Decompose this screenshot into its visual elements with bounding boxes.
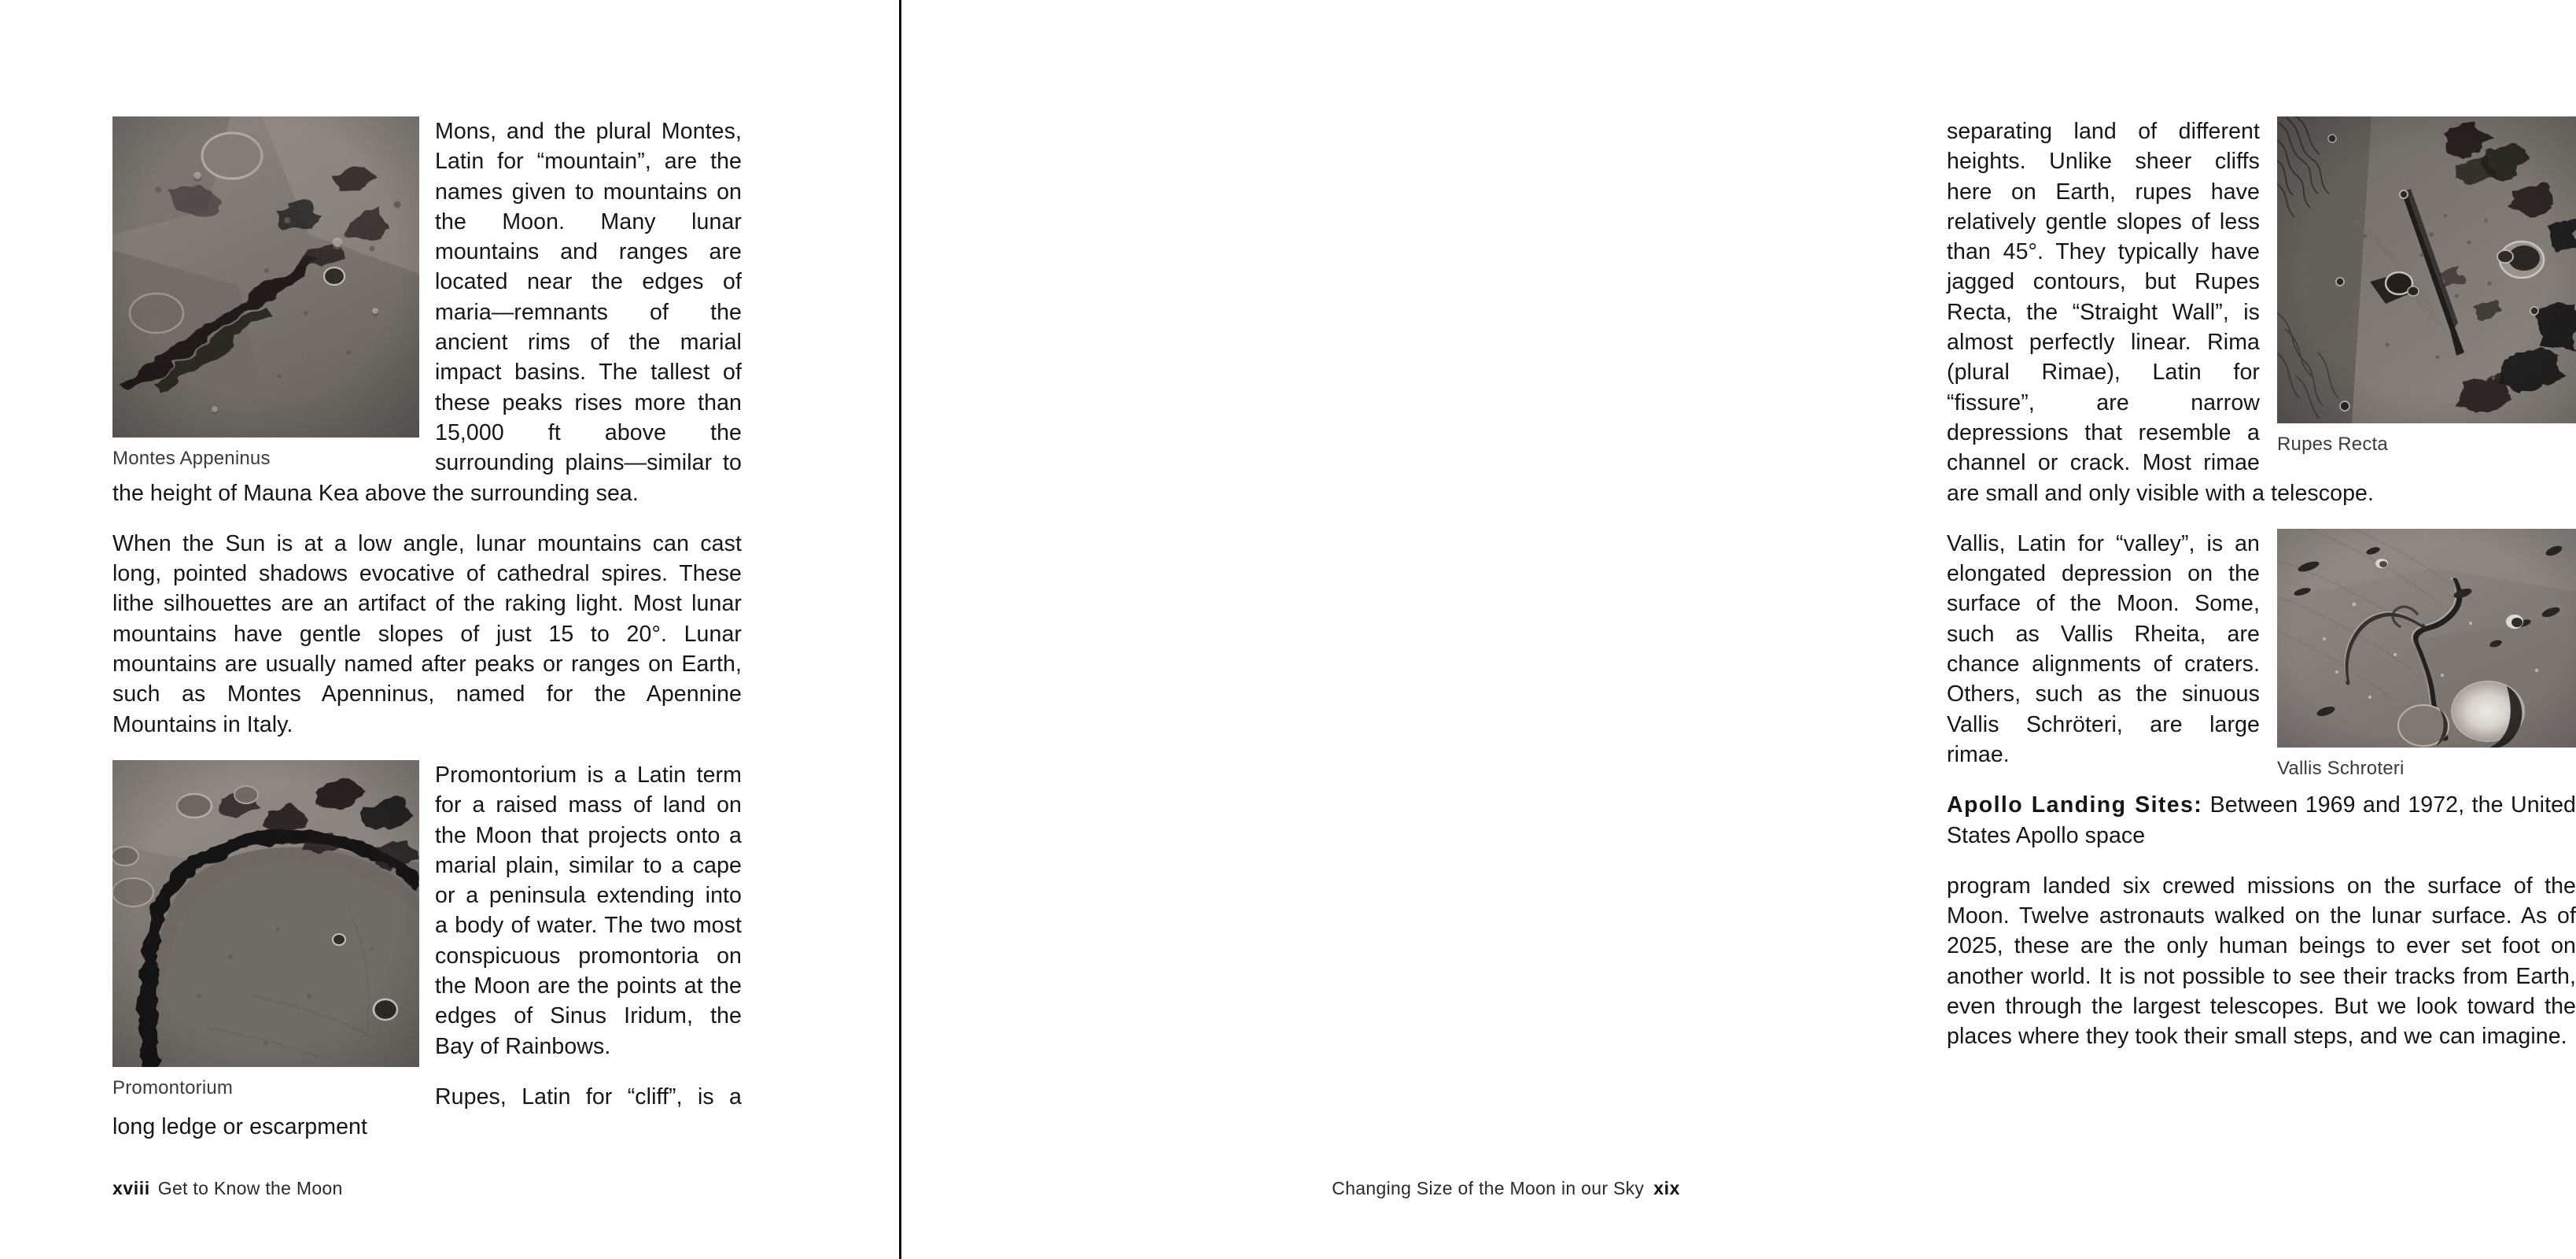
running-head-left: Get to Know the Moon	[157, 1178, 343, 1198]
right-page	[899, 0, 2576, 1259]
apollo-intro-text: Between 1969 and 1972, the United States Apollo space	[1947, 792, 2576, 848]
paragraph-apollo-intro	[1947, 790, 2576, 851]
paragraph-shadows: When the Sun is at a low angle, lunar mountains can cast long, pointed shadows evocative of cathedral spires. These lithe silhouettes are an artifact of the raking light. Most lunar mountains have gentle slopes of just 15 to 20°. Lunar mountains are usually named after peaks or ranges on Earth, such as Montes Apenninus, named for the Apennine Mountains in Italy.	[112, 530, 742, 737]
paragraph-rupes-continued: separating land of different heights. Unlike sheer cliffs here on Earth, rupes have relatively gentle slopes of less than 45°. They typically have jagged contours, but Rupes Recta, the “Straight Wall”, is almost perfectly linear. Rima (plural Rimae), Latin for “fissure”, are narrow depressions that resemble a channel or crack. Most rimae are small and only visible with a telescope.	[1947, 119, 2375, 506]
figure-montes-appeninus	[112, 116, 419, 471]
photo-vallis-schroteri	[2277, 529, 2576, 748]
paragraph-vallis: Vallis, Latin for “valley”, is an elongated depression on the surface of the Moon. Some, such as Vallis Rheita, are chance alignments of craters. Others, such as the sinuous Vallis Schröteri, are large rimae.	[1947, 530, 2260, 767]
photo-montes-appeninus	[112, 116, 419, 438]
paragraph-promontorium: Promontorium is a Latin term for a raised mass of land on the Moon that projects onto a marial plain, similar to a cape or a peninsula extending into a body of water. The two most conspicuous promontoria on the Moon are the points at the edges of Sinus Iridum, the Bay of Rainbows.	[435, 762, 742, 1059]
photo-rupes-recta	[2277, 116, 2576, 423]
paragraph-mons-intro: Mons, and the plural Montes, Latin for “mountain”, are the names given to mountains on the Moon. Many lunar mountains and ranges are located near the edges of maria—remnants of the ancient rims of the marial impact basins. The tallest of these peaks rises more than 15,000 ft above the surrounding plains—similar to the height of Mauna Kea above the surrounding sea.	[112, 119, 742, 506]
figure-vallis-schroteri	[2277, 529, 2576, 781]
left-page	[0, 0, 899, 1259]
figure-caption: Promontorium	[112, 1076, 234, 1098]
apollo-landing-sites-heading: Apollo Landing Sites:	[1947, 792, 2203, 818]
folio-number-right: xix	[1653, 1178, 1680, 1198]
photo-promontorium	[112, 760, 419, 1067]
figure-rupes-recta	[2277, 116, 2576, 456]
paragraph-rupes-start: Rupes, Latin for “cliff”, is a long ledge or escarpment	[112, 1084, 742, 1140]
running-head-right: Changing Size of the Moon in our Sky	[1332, 1178, 1645, 1198]
left-page-content	[112, 116, 742, 1143]
figure-caption: Rupes Recta	[2277, 434, 2388, 455]
right-page-content	[1947, 116, 2576, 1052]
figure-caption: Montes Appeninus	[112, 448, 271, 469]
left-page-footer	[112, 1178, 343, 1199]
right-page-footer	[1332, 1178, 1680, 1199]
figure-caption: Vallis Schroteri	[2277, 757, 2405, 779]
paragraph-apollo-wide: program landed six crewed missions on the surface of the Moon. Twelve astronauts walked on the lunar surface. As of 2025, these are the only human beings to ever set foot on another world. It is not possible to see their tracks from Earth, even through the largest telescopes. But we look toward the places where they took their small steps, and we can imagine.	[1947, 873, 2576, 1050]
figure-promontorium	[112, 760, 419, 1100]
folio-number-left: xviii	[112, 1178, 150, 1198]
